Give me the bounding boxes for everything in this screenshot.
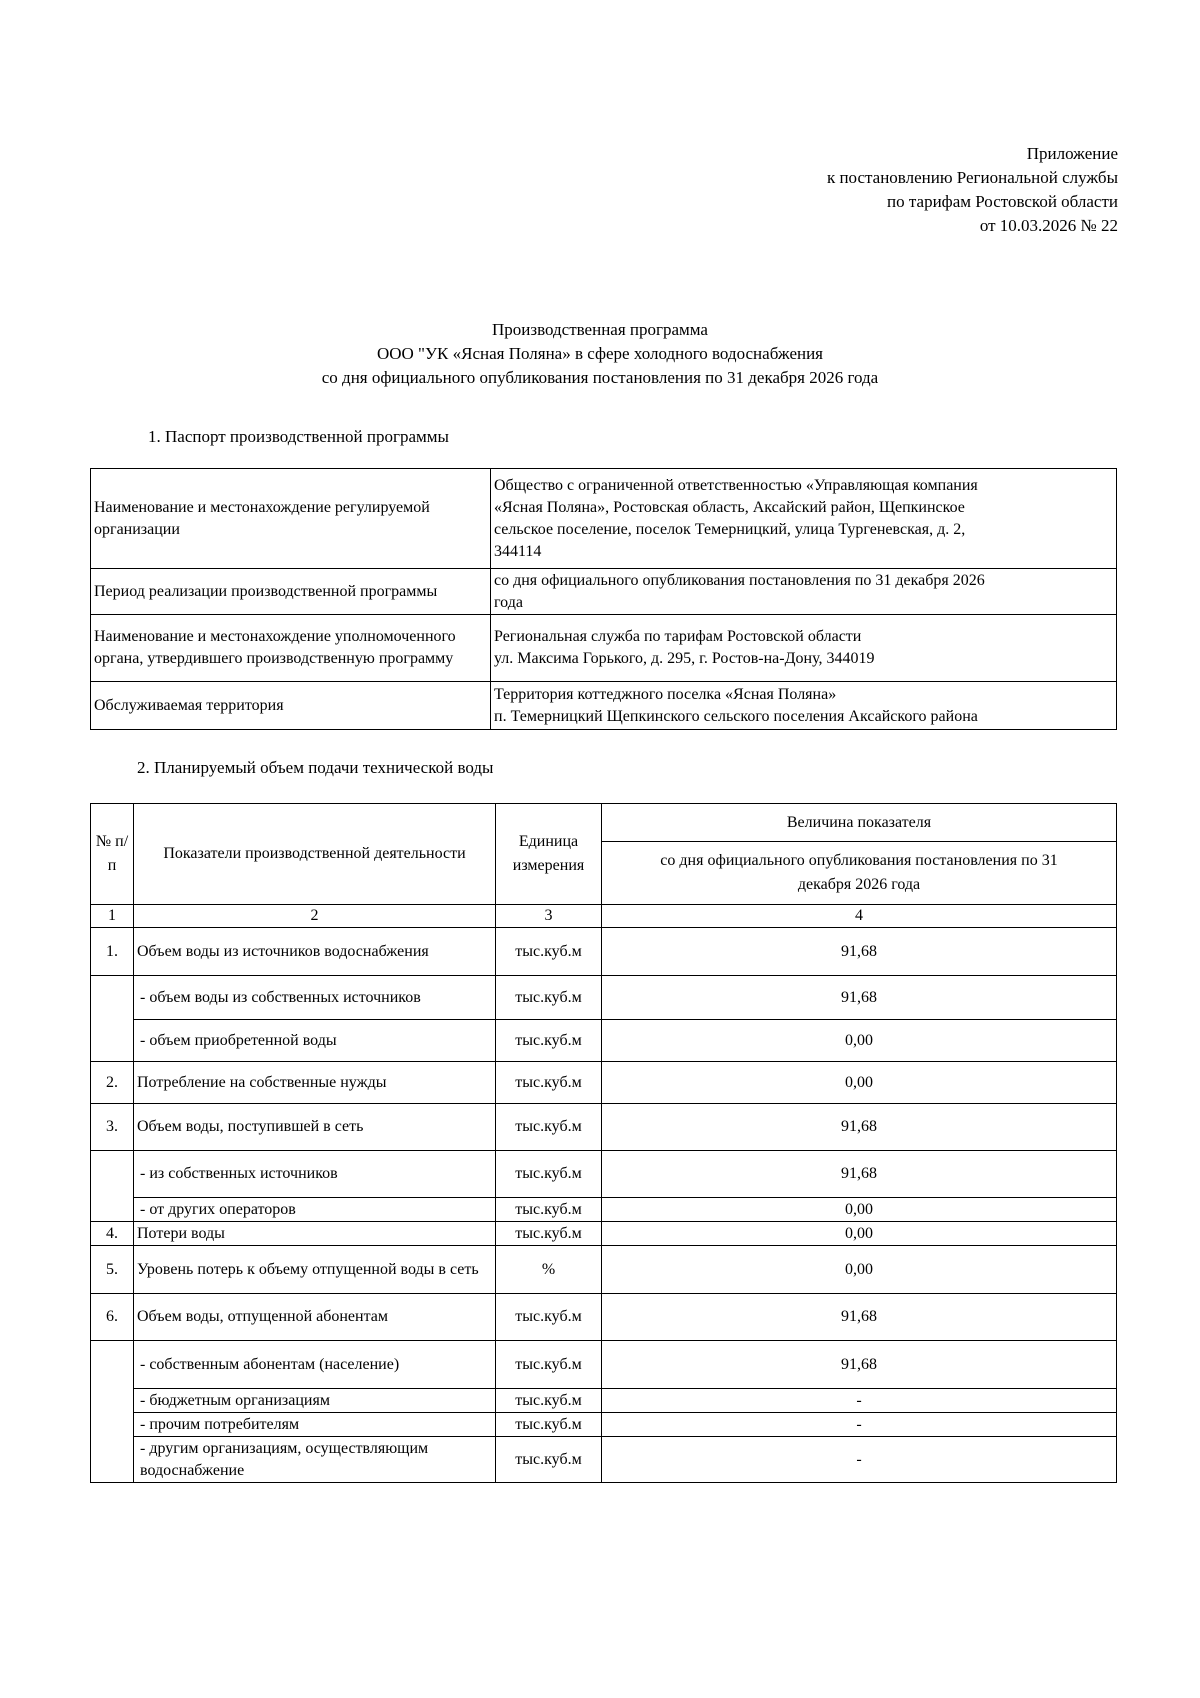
table-row — [91, 1104, 1117, 1151]
passport-value-line: Территория коттеджного поселка «Ясная Поляна» — [494, 685, 837, 703]
table-row — [91, 976, 1117, 1020]
passport-value — [491, 469, 1117, 569]
row-unit: % — [496, 1246, 602, 1294]
column-number: 2 — [134, 905, 496, 928]
row-indicator: - бюджетным организациям — [134, 1389, 496, 1413]
row-num: 2. — [91, 1062, 134, 1104]
passport-value-line: 344114 — [494, 542, 542, 560]
passport-value — [491, 682, 1117, 730]
row-unit: тыс.куб.м — [496, 1104, 602, 1151]
passport-row — [91, 615, 1117, 682]
row-indicator: Уровень потерь к объему отпущенной воды в сеть — [134, 1246, 496, 1294]
row-num: 1. — [91, 928, 134, 976]
title-line-3: со дня официального опубликования постановления по 31 декабря 2026 года — [321, 368, 879, 387]
table-row — [91, 1062, 1117, 1104]
row-value: 0,00 — [602, 1222, 1117, 1246]
appendix-line-2: к постановлению Региональной службы — [826, 168, 1118, 187]
passport-value-line: Общество с ограниченной ответственностью «Управляющая компания — [494, 476, 978, 494]
passport-row — [91, 682, 1117, 730]
table-header-row — [91, 804, 1117, 842]
passport-value-line: года — [494, 593, 523, 611]
row-value: 91,68 — [602, 1151, 1117, 1198]
row-indicator: - из собственных источников — [134, 1151, 496, 1198]
row-indicator: - собственным абонентам (население) — [134, 1341, 496, 1389]
column-number: 1 — [91, 905, 134, 928]
row-indicator: Объем воды, отпущенной абонентам — [134, 1294, 496, 1341]
row-unit: тыс.куб.м — [496, 928, 602, 976]
row-unit: тыс.куб.м — [496, 1413, 602, 1437]
row-indicator: - объем приобретенной воды — [134, 1020, 496, 1062]
row-value: 0,00 — [602, 1246, 1117, 1294]
column-number: 3 — [496, 905, 602, 928]
row-unit: тыс.куб.м — [496, 1389, 602, 1413]
appendix-line-1: Приложение — [1026, 144, 1118, 163]
passport-label: Период реализации производственной программы — [91, 569, 491, 615]
header-indicator: Показатели производственной деятельности — [134, 804, 496, 905]
title-line-2: ООО "УК «Ясная Поляна» в сфере холодного водоснабжения — [376, 344, 824, 363]
appendix-line-3: по тарифам Ростовской области — [887, 192, 1118, 211]
table-row — [91, 1198, 1117, 1222]
row-indicator: - от других операторов — [134, 1198, 496, 1222]
row-unit: тыс.куб.м — [496, 1151, 602, 1198]
column-number-row — [91, 905, 1117, 928]
row-value: - — [602, 1389, 1117, 1413]
row-unit: тыс.куб.м — [496, 1198, 602, 1222]
passport-value — [491, 615, 1117, 682]
header-period: со дня официального опубликования постановления по 31 декабря 2026 года — [602, 842, 1117, 905]
row-indicator: Потери воды — [134, 1222, 496, 1246]
row-unit: тыс.куб.м — [496, 1020, 602, 1062]
table-row — [91, 1294, 1117, 1341]
row-indicator: - объем воды из собственных источников — [134, 976, 496, 1020]
row-indicator: Объем воды, поступившей в сеть — [134, 1104, 496, 1151]
water-volume-table — [90, 803, 1117, 1483]
row-indicator: - другим организациям, осуществляющим водоснабжение — [134, 1437, 496, 1483]
header-value-group: Величина показателя — [602, 804, 1117, 842]
table-row — [91, 1413, 1117, 1437]
table-row — [91, 1020, 1117, 1062]
row-value: - — [602, 1437, 1117, 1483]
table-row — [91, 1222, 1117, 1246]
row-unit: тыс.куб.м — [496, 1294, 602, 1341]
row-value: 0,00 — [602, 1062, 1117, 1104]
passport-value-line: п. Темерницкий Щепкинского сельского поселения Аксайского района — [494, 707, 978, 725]
row-num: 6. — [91, 1294, 134, 1341]
document-title — [0, 318, 1200, 390]
row-num — [91, 1151, 134, 1222]
title-line-1: Производственная программа — [492, 320, 708, 339]
row-unit: тыс.куб.м — [496, 1222, 602, 1246]
table-row — [91, 1437, 1117, 1483]
passport-label: Наименование и местонахождение регулируемой организации — [91, 469, 491, 569]
table-row — [91, 1246, 1117, 1294]
row-value: 91,68 — [602, 1294, 1117, 1341]
passport-table — [90, 468, 1117, 730]
row-num: 5. — [91, 1246, 134, 1294]
row-unit: тыс.куб.м — [496, 1062, 602, 1104]
appendix-block — [827, 142, 1118, 238]
header-num: № п/п — [91, 804, 134, 905]
row-value: 91,68 — [602, 1104, 1117, 1151]
table-row — [91, 1341, 1117, 1389]
row-indicator: Объем воды из источников водоснабжения — [134, 928, 496, 976]
appendix-line-4: от 10.03.2026 № 22 — [979, 216, 1118, 235]
section-1-heading: 1. Паспорт производственной программы — [148, 427, 449, 446]
row-num — [91, 976, 134, 1062]
row-num: 4. — [91, 1222, 134, 1246]
passport-value-line: «Ясная Поляна», Ростовская область, Аксайский район, Щепкинское — [494, 498, 965, 516]
row-value: 91,68 — [602, 1341, 1117, 1389]
row-value: - — [602, 1413, 1117, 1437]
passport-value-line: со дня официального опубликования постановления по 31 декабря 2026 — [494, 571, 985, 589]
row-indicator: - прочим потребителям — [134, 1413, 496, 1437]
row-value: 91,68 — [602, 928, 1117, 976]
passport-value-line: Региональная служба по тарифам Ростовской области — [494, 628, 862, 645]
passport-row — [91, 469, 1117, 569]
passport-label: Наименование и местонахождение уполномоченного органа, утвердившего производственную программу — [91, 615, 491, 682]
row-unit: тыс.куб.м — [496, 1437, 602, 1483]
row-num: 3. — [91, 1104, 134, 1151]
row-value: 0,00 — [602, 1198, 1117, 1222]
header-unit: Единица измерения — [496, 804, 602, 905]
column-number: 4 — [602, 905, 1117, 928]
passport-value-line: сельское поселение, поселок Темерницкий, улица Тургеневская, д. 2, — [494, 520, 966, 538]
table-row — [91, 1389, 1117, 1413]
row-unit: тыс.куб.м — [496, 1341, 602, 1389]
table-row — [91, 928, 1117, 976]
passport-label: Обслуживаемая территория — [91, 682, 491, 730]
passport-row — [91, 569, 1117, 615]
row-value: 0,00 — [602, 1020, 1117, 1062]
row-value: 91,68 — [602, 976, 1117, 1020]
row-num — [91, 1341, 134, 1483]
table-row — [91, 1151, 1117, 1198]
passport-value-line: ул. Максима Горького, д. 295, г. Ростов-на-Дону, 344019 — [494, 650, 875, 667]
row-indicator: Потребление на собственные нужды — [134, 1062, 496, 1104]
passport-value — [491, 569, 1117, 615]
section-2-heading: 2. Планируемый объем подачи технической воды — [137, 758, 494, 777]
row-unit: тыс.куб.м — [496, 976, 602, 1020]
